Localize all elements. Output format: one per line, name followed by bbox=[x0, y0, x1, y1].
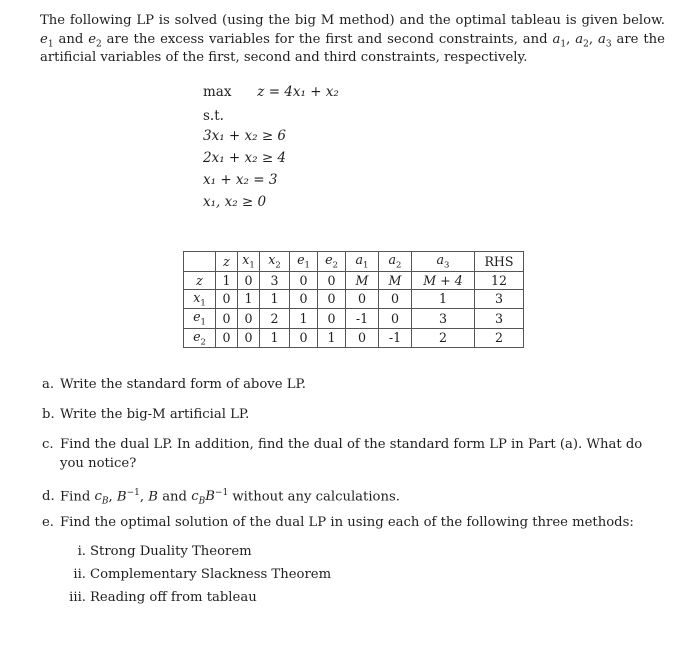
method-label: iii. bbox=[69, 590, 86, 605]
tableau-cell: 0 bbox=[346, 289, 379, 309]
intro-text-3: are the excess variables for the first and second constraints, and bbox=[106, 31, 548, 47]
tableau-row-e2 bbox=[184, 328, 524, 348]
tableau-cell: 0 bbox=[346, 328, 379, 348]
tableau-cell: 1 bbox=[260, 328, 290, 348]
question-label: e. bbox=[42, 515, 54, 530]
question-text-pre: Find bbox=[60, 489, 91, 505]
tableau-row-x1 bbox=[184, 289, 524, 309]
tableau-cell: 0 bbox=[238, 328, 260, 348]
question-text: Write the big-M artificial LP. bbox=[60, 407, 250, 422]
tableau-cell: 1 bbox=[238, 289, 260, 309]
tableau-cell: 1 bbox=[216, 271, 238, 289]
tableau-cell: 2 bbox=[260, 309, 290, 329]
intro-text-1: The following LP is solved (using the big M method) and the optimal tableau is given below. bbox=[40, 13, 665, 28]
tableau-cell: 3 bbox=[475, 289, 524, 309]
method-item bbox=[66, 590, 257, 605]
question-label: d. bbox=[42, 489, 55, 505]
question-text-post: without any calculations. bbox=[232, 489, 400, 505]
intro-text-2: and bbox=[58, 31, 84, 47]
question-text: Write the standard form of above LP. bbox=[60, 377, 306, 392]
intro-paragraph: The following LP is solved (using the big M method) and the optimal tableau is given below. $e_1$ and $e_2$ are the excess variables for the first and second constraints, and $a_1$, $a_2$, $a_3$ are the artificial variables of the first, second and third constraints, respectively. bbox=[40, 13, 665, 65]
lp-constraint-1: 3x₁ + x₂ ≥ 6 bbox=[203, 128, 287, 144]
question-label: c. bbox=[42, 437, 54, 452]
method-label: ii. bbox=[73, 567, 86, 582]
lp-st: s.t. bbox=[203, 108, 224, 124]
method-text: Reading off from tableau bbox=[90, 590, 257, 605]
tableau-cell: 2 bbox=[475, 328, 524, 348]
tableau-header-cell: $e_1$ bbox=[290, 252, 318, 272]
tableau-cell: M bbox=[346, 271, 379, 289]
tableau-header-cell: $a_2$ bbox=[379, 252, 412, 272]
tableau-header-cell: z bbox=[216, 252, 238, 272]
tableau-corner-cell bbox=[184, 252, 216, 272]
method-item bbox=[66, 544, 252, 559]
method-item bbox=[66, 567, 331, 582]
intro-text-4: are the artificial variables of the first, second and third constraints, respectively. bbox=[40, 31, 665, 65]
tableau-cell: M bbox=[379, 271, 412, 289]
optimal-tableau bbox=[183, 251, 524, 348]
tableau-cell: 0 bbox=[290, 271, 318, 289]
question-text: Find the dual LP. In addition, find the dual of the standard form LP in Part (a). What do you notice? bbox=[60, 437, 643, 471]
tableau-cell: -1 bbox=[346, 309, 379, 329]
question-d: d. Find $c_B$, $B^{-1}$, B and $c_BB^{-1}$ without any calculations. bbox=[42, 488, 400, 508]
tableau-basic-var: $e_1$ bbox=[184, 309, 216, 329]
tableau-cell: 1 bbox=[260, 289, 290, 309]
lp-objective bbox=[203, 84, 339, 100]
lp-nonnegativity: x₁, x₂ ≥ 0 bbox=[203, 194, 267, 210]
tableau-row-e1 bbox=[184, 309, 524, 329]
tableau-cell: 1 bbox=[318, 328, 346, 348]
tableau-cell: 0 bbox=[216, 289, 238, 309]
tableau-header-row bbox=[184, 252, 524, 272]
tableau-cell: 0 bbox=[238, 271, 260, 289]
method-text: Strong Duality Theorem bbox=[90, 544, 252, 559]
question-c bbox=[42, 435, 667, 473]
lp-max-keyword: max bbox=[203, 84, 232, 100]
tableau-row-z bbox=[184, 271, 524, 289]
tableau-cell: 0 bbox=[318, 309, 346, 329]
tableau-cell: 0 bbox=[290, 289, 318, 309]
tableau-cell: 1 bbox=[412, 289, 475, 309]
lp-constraint-2: 2x₁ + x₂ ≥ 4 bbox=[203, 150, 287, 166]
question-label: b. bbox=[42, 407, 55, 422]
tableau-cell: 0 bbox=[379, 289, 412, 309]
question-a bbox=[42, 375, 667, 394]
lp-constraint-3: x₁ + x₂ = 3 bbox=[203, 172, 278, 188]
tableau-header-cell: $e_2$ bbox=[318, 252, 346, 272]
tableau-cell: 0 bbox=[379, 309, 412, 329]
tableau-cell: 0 bbox=[318, 271, 346, 289]
tableau-header-cell: $a_1$ bbox=[346, 252, 379, 272]
tableau-basic-var: $e_2$ bbox=[184, 328, 216, 348]
tableau-basic-var: $x_1$ bbox=[184, 289, 216, 309]
tableau-cell: 0 bbox=[216, 328, 238, 348]
method-text: Complementary Slackness Theorem bbox=[90, 567, 332, 582]
tableau-cell: 12 bbox=[475, 271, 524, 289]
tableau-cell: -1 bbox=[379, 328, 412, 348]
question-b bbox=[42, 405, 667, 424]
tableau-cell: 3 bbox=[475, 309, 524, 329]
tableau-header-cell: $x_1$ bbox=[238, 252, 260, 272]
tableau-basic-var: z bbox=[184, 271, 216, 289]
tableau-header-cell: $x_2$ bbox=[260, 252, 290, 272]
tableau-cell: M + 4 bbox=[412, 271, 475, 289]
tableau-cell: 0 bbox=[216, 309, 238, 329]
tableau-cell: 0 bbox=[290, 328, 318, 348]
lp-objective-expr: z = 4x₁ + x₂ bbox=[257, 84, 339, 100]
question-label: a. bbox=[42, 377, 55, 392]
tableau-cell: 1 bbox=[290, 309, 318, 329]
tableau-cell: 0 bbox=[318, 289, 346, 309]
method-label: i. bbox=[77, 544, 86, 559]
question-text: Find the optimal solution of the dual LP in using each of the following three methods: bbox=[60, 515, 634, 530]
question-e bbox=[42, 513, 667, 532]
tableau-cell: 3 bbox=[412, 309, 475, 329]
tableau-cell: 3 bbox=[260, 271, 290, 289]
tableau-cell: 0 bbox=[238, 309, 260, 329]
tableau-cell: 2 bbox=[412, 328, 475, 348]
tableau-header-rhs: RHS bbox=[475, 252, 524, 272]
tableau-header-cell: $a_3$ bbox=[412, 252, 475, 272]
